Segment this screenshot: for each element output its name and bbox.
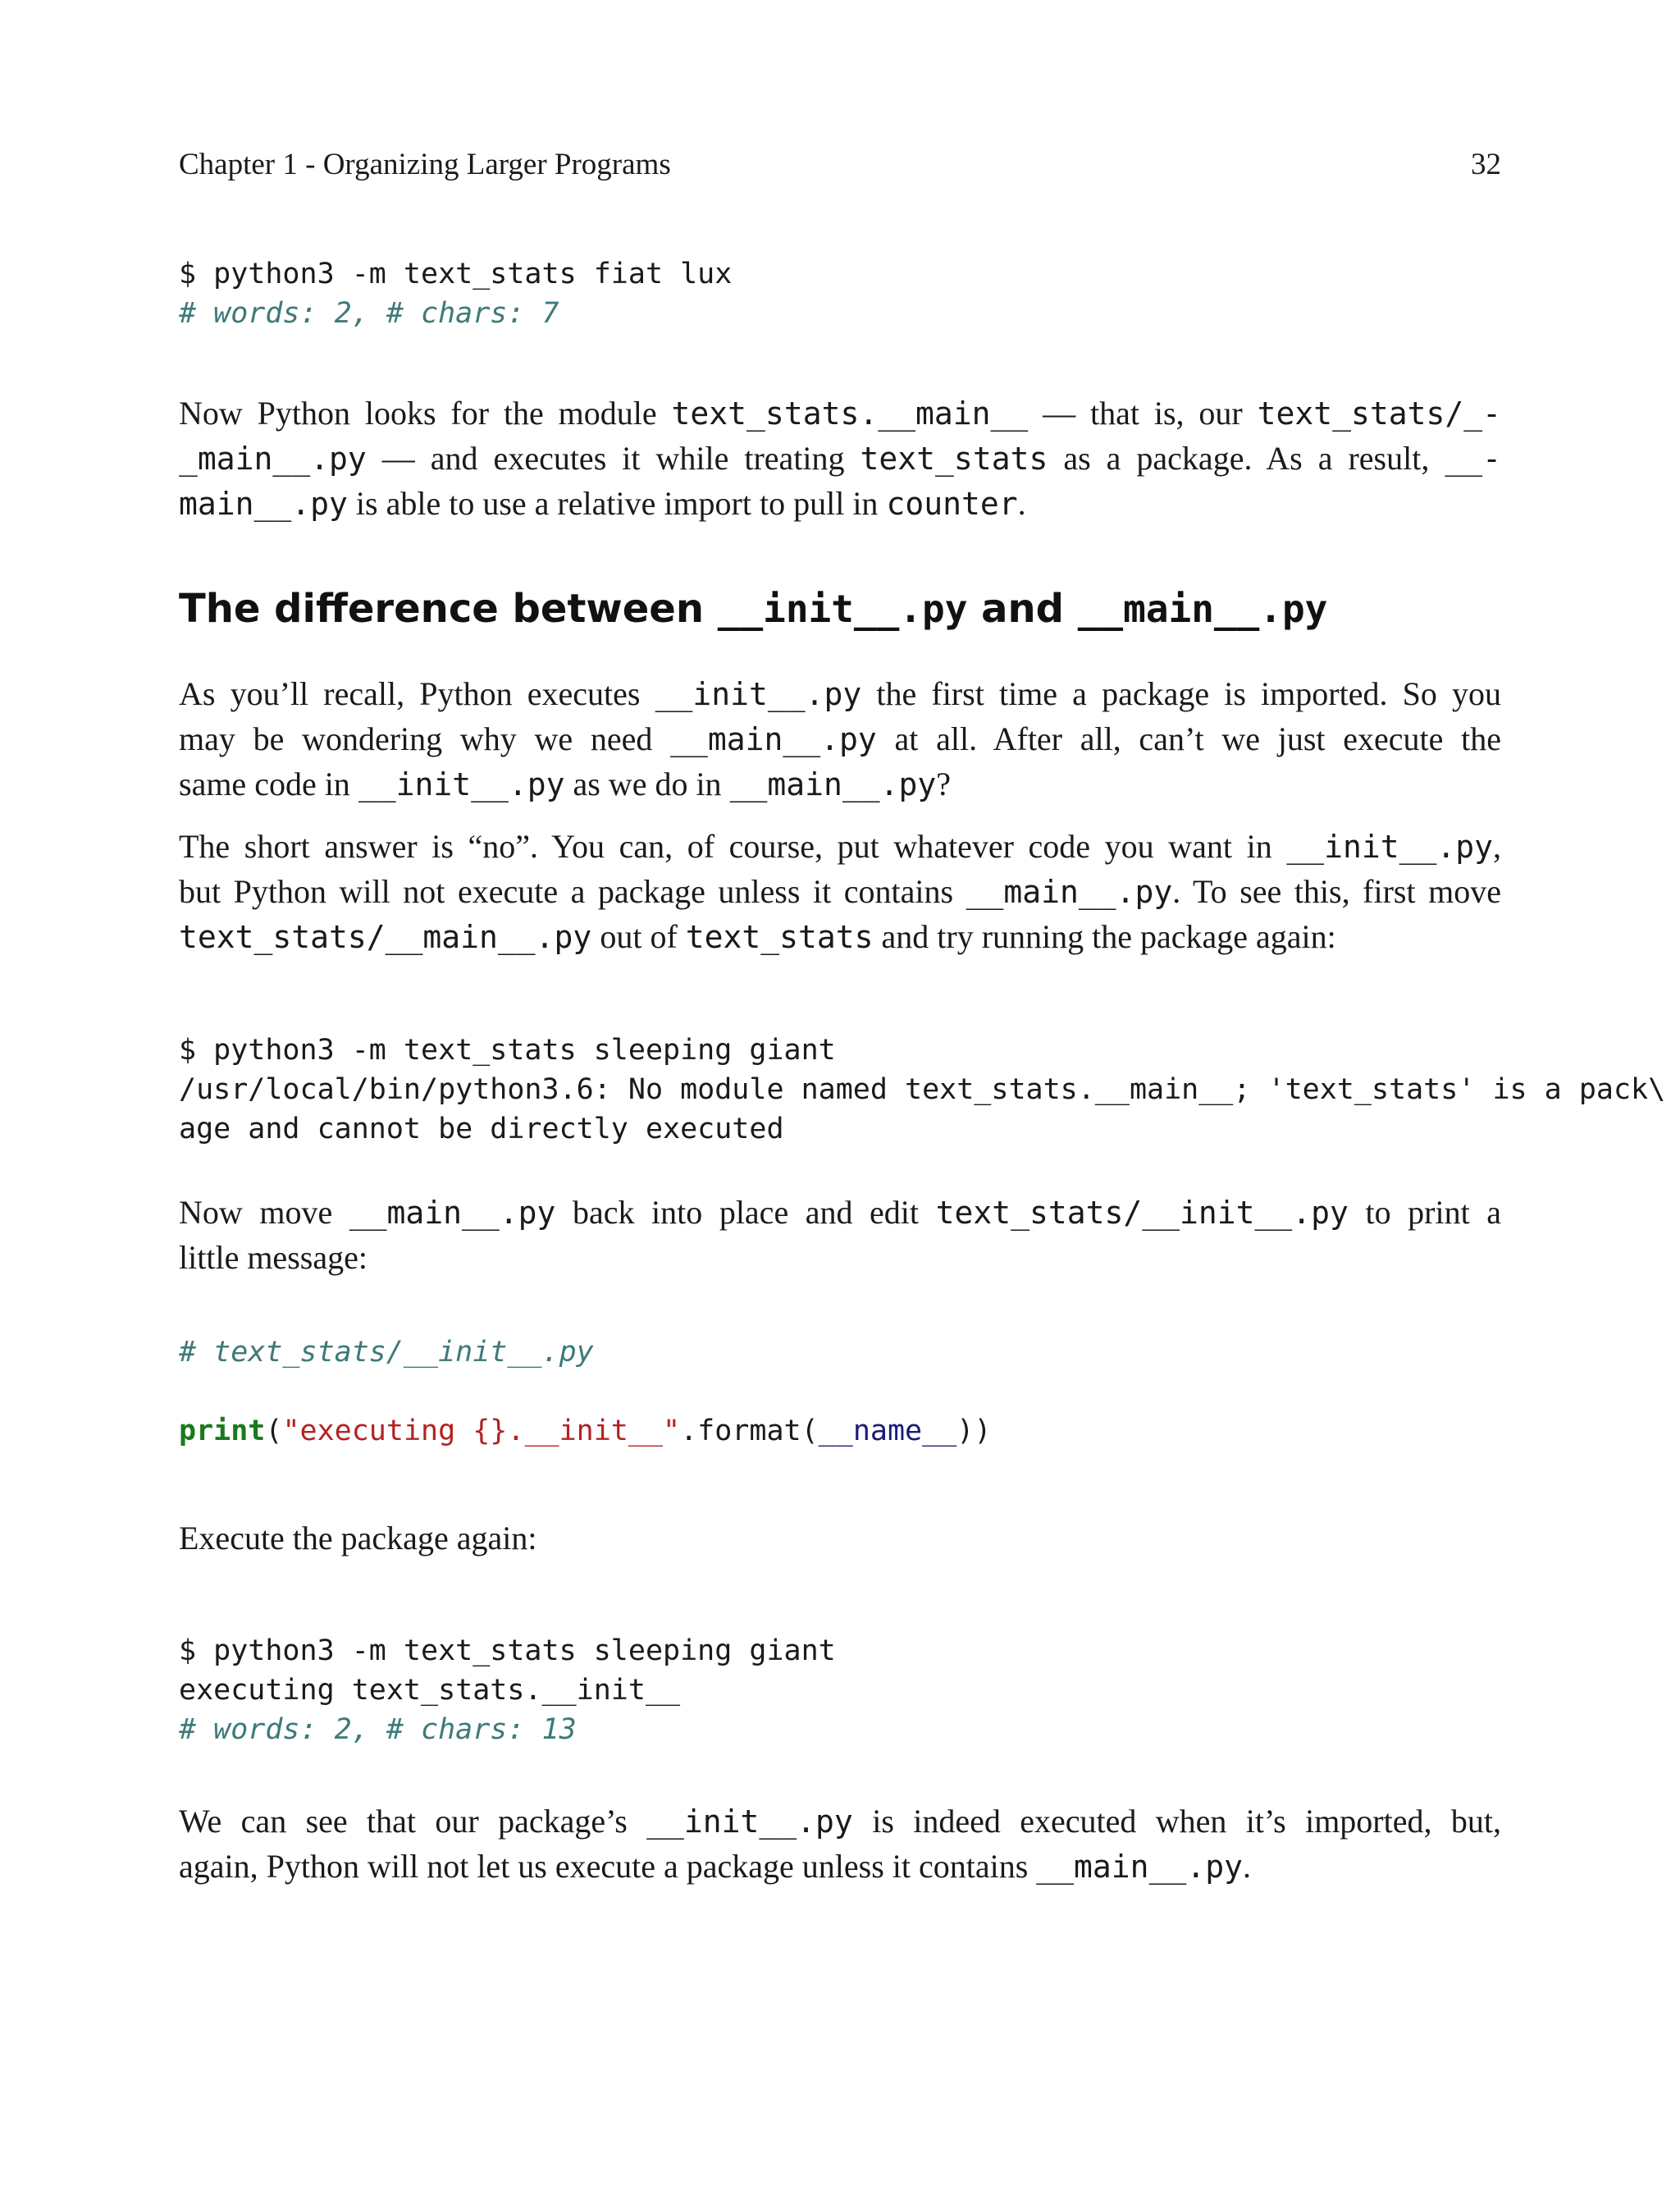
- text-line: Execute the package again:: [179, 1520, 537, 1556]
- text-line: may be wondering why we need __main__.py at all. After all, can’t we just execute the: [179, 720, 1501, 757]
- code-comment: # words: 2, # chars: 13: [179, 1713, 577, 1746]
- code-comment: # text_stats/__init__.py: [179, 1336, 594, 1369]
- text-line: main__.py is able to use a relative import to pull in counter.: [179, 485, 1026, 522]
- paragraph-recall: [179, 671, 1501, 807]
- section-heading: The difference between __init__.py and __main__.py: [179, 586, 1328, 632]
- code-block-init-print: [179, 1332, 991, 1451]
- code-line: $ python3 -m text_stats fiat lux: [179, 258, 733, 290]
- text-line: As you’ll recall, Python executes __init__.py the first time a package is imported. So you: [179, 675, 1501, 712]
- text-line: but Python will not execute a package unless it contains __main__.py. To see this, first move: [179, 873, 1501, 910]
- code-blank-line: [179, 1372, 991, 1411]
- code-block-run-fiat-lux: [179, 254, 732, 333]
- text-line: We can see that our package’s __init__.py is indeed executed when it’s imported, but,: [179, 1803, 1501, 1840]
- code-line: executing text_stats.__init__: [179, 1674, 681, 1707]
- code-block-no-main-error: [179, 1031, 1665, 1149]
- code-line: /usr/local/bin/python3.6: No module named text_stats.__main__; 'text_stats' is a pack\: [179, 1073, 1666, 1106]
- code-comment: # words: 2, # chars: 7: [179, 297, 559, 330]
- paragraph-main-module: [179, 391, 1501, 526]
- text-line: The short answer is “no”. You can, of course, put whatever code you want in __init__.py,: [179, 828, 1501, 865]
- text-line: text_stats/__main__.py out of text_stats and try running the package again:: [179, 918, 1336, 955]
- text-line: little message:: [179, 1239, 368, 1276]
- code-line: age and cannot be directly executed: [179, 1113, 784, 1145]
- text-line: Now Python looks for the module text_stats.__main__ — that is, our text_stats/_-: [179, 395, 1501, 432]
- paragraph-execute-again: [179, 1515, 1501, 1561]
- page-number: 32: [1471, 148, 1501, 181]
- paragraph-short-answer: [179, 824, 1501, 959]
- paragraph-conclusion: [179, 1799, 1501, 1889]
- code-line: $ python3 -m text_stats sleeping giant: [179, 1634, 836, 1667]
- text-line: same code in __init__.py as we do in __main__.py?: [179, 766, 951, 802]
- code-block-sleeping-giant: [179, 1631, 836, 1749]
- text-line: _main__.py — and executes it while treating text_stats as a package. As a result, __-: [179, 440, 1501, 477]
- code-line: $ python3 -m text_stats sleeping giant: [179, 1034, 836, 1067]
- code-line: print("executing {}.__init__".format(__name__)): [179, 1415, 992, 1447]
- chapter-title: Chapter 1 - Organizing Larger Programs: [179, 148, 671, 181]
- text-line: Now move __main__.py back into place and edit text_stats/__init__.py to print a: [179, 1194, 1501, 1231]
- paragraph-move-main: [179, 1190, 1501, 1280]
- text-line: again, Python will not let us execute a package unless it contains __main__.py.: [179, 1848, 1251, 1885]
